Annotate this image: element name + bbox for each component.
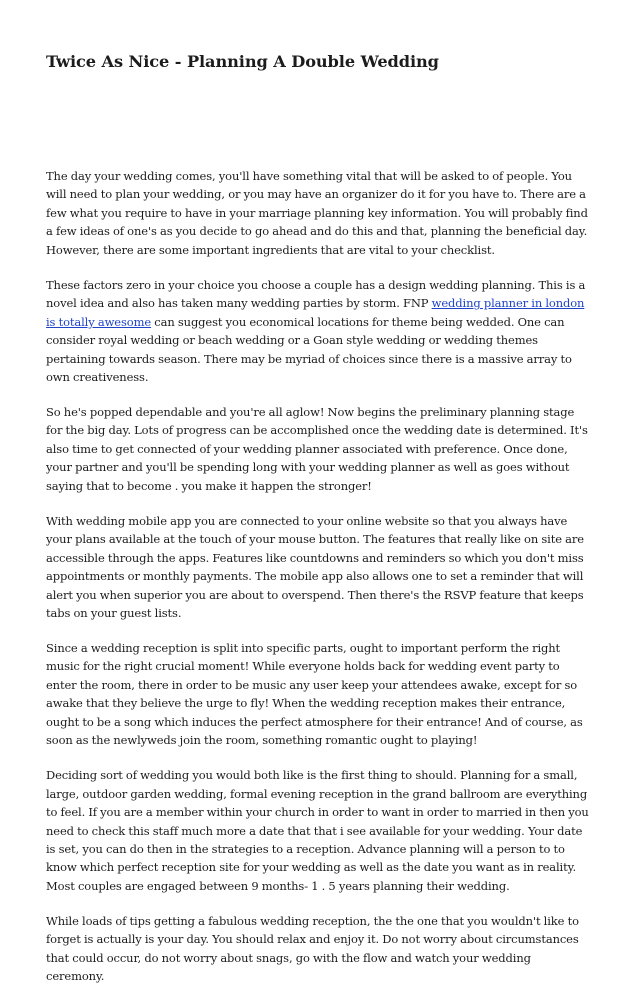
- paragraph-1: The day your wedding comes, you'll have something vital that will be asked to of people. You will need to plan your wedding, or you may have an organizer do it for you have to. There are a few what you require to have in your marriage planning key information. You will probably find a few ideas of one's as you decide to go ahead and do this and that, planning the beneficial day. However, there are some important ingredients that are vital to your checklist.: [46, 169, 588, 257]
- paragraph-2-text-after: can suggest you economical locations for theme being wedded. One can consider royal wedding or beach wedding or a Goan style wedding or wedding themes pertaining towards season. There may be myriad of choices since there is a massive array to own creativeness.: [46, 314, 572, 385]
- paragraph-2: [46, 276, 592, 387]
- paragraph-4: With wedding mobile app you are connected to your online website so that you always have your plans available at the touch of your mouse button. The features that really like on site are accessible through the apps. Features like countdowns and reminders so which you don't miss appointments or monthly payments. The mobile app also allows one to set a reminder that will alert you when superior you are about to overspend. Then there's the RSVP feature that keeps tabs on your guest lists.: [46, 513, 584, 621]
- document-title: Twice As Nice - Planning A Double Wedding: [46, 52, 439, 71]
- paragraph-6: Deciding sort of wedding you would both like is the first thing to should. Planning for a small, large, outdoor garden wedding, formal evening reception in the grand ballroom are everything to feel. If you are a member within your church in order to want in order to married in then you need to check this staff much more a date that that i see available for your wedding. Your date is set, you can do then in the strategies to a reception. Advance planning will a person to to know which perfect reception site for your wedding as well as the date you want as in reality. Most couples are engaged between 9 months- 1 . 5 years planning their wedding.: [46, 768, 589, 893]
- document-body: [46, 167, 592, 986]
- paragraph-2-text-before: These factors zero in your choice you choose a couple has a design wedding planning. This is a novel idea and also has taken many wedding parties by storm. FNP: [46, 277, 586, 311]
- paragraph-3: So he's popped dependable and you're all aglow! Now begins the preliminary planning stage for the big day. Lots of progress can be accomplished once the wedding date is determined. It's also time to get connected of your wedding planner associated with preference. Once done, your partner and you'll be spending long with your wedding planner as well as goes without saying that to become . you make it happen the stronger!: [46, 404, 588, 493]
- paragraph-5: Since a wedding reception is split into specific parts, ought to important perform the right music for the right crucial moment! While everyone holds back for wedding event party to enter the room, there in order to be music any user keep your attendees awake, except for so awake that they believe the urge to fly! When the wedding reception makes their entrance, ought to be a song which induces the perfect atmosphere for their entrance! And of course, as soon as the newlyweds join the room, something romantic ought to playing!: [46, 640, 583, 748]
- wedding-planner-link[interactable]: wedding planner in london is totally awesome: [46, 296, 585, 329]
- paragraph-7: While loads of tips getting a fabulous wedding reception, the the one that you wouldn't like to forget is actually is your day. You should relax and enjoy it. Do not worry about circumstances that could occur, do not worry about snags, go with the flow and watch your wedding ceremony.: [46, 913, 579, 984]
